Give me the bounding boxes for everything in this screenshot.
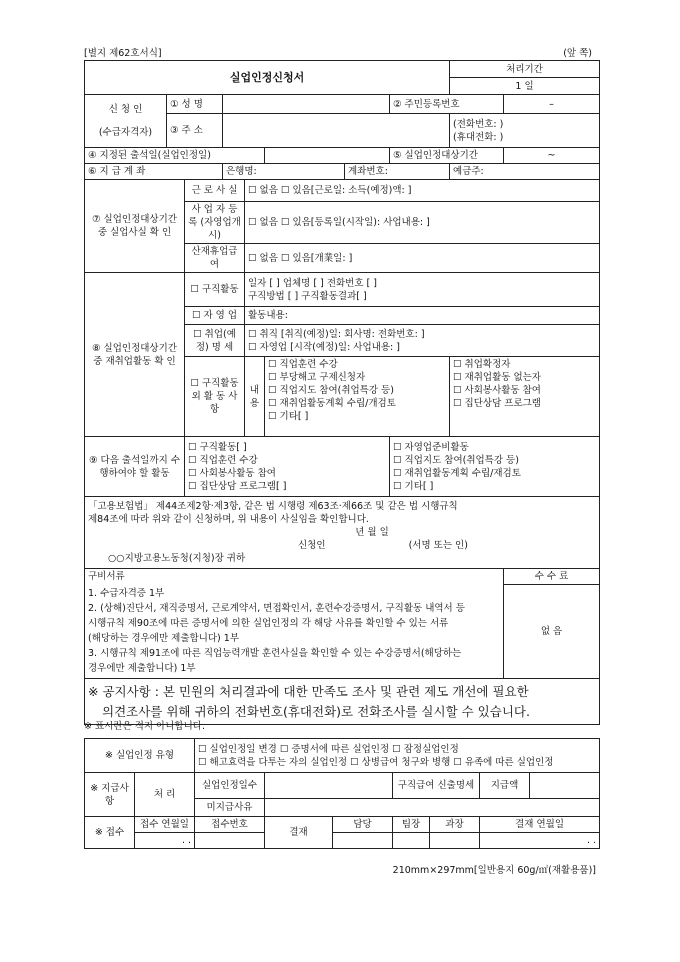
list-item: ☐ 집단상담 프로그램[ ]: [188, 480, 287, 492]
nopay-label: 미지급사유: [195, 799, 265, 817]
list-item: 1. 수급자격증 1부: [88, 587, 165, 599]
days-field[interactable]: [265, 773, 393, 799]
declaration-date: 년 월 일: [355, 527, 389, 538]
content-label: 내용: [245, 357, 265, 437]
office-use-table: [84, 738, 600, 849]
bank-name[interactable]: 은행명:: [223, 164, 345, 180]
section9-right[interactable]: [390, 437, 600, 497]
list-item: ☐ 취업확정자: [453, 359, 511, 370]
business-reg-label: 사 업 자 등 록 (자영업개시): [185, 202, 245, 244]
list-item: ☐ 사회봉사활동 참여: [453, 385, 541, 396]
job-search-field[interactable]: 일자 [ ] 업체명 [ ] 전화번호 [ ] 구직방법 [ ] 구직활동결과[ ]: [245, 273, 600, 307]
employment-field[interactable]: ☐ 취직 [취직(예정)일: 회사명: 전화번호: ] ☐ 자영업 [시작(예정)일: 사업내용: ]: [245, 325, 600, 357]
business-reg-field[interactable]: ☐ 없음 ☐ 있음[등록일(시작일): 사업내용: ]: [245, 202, 600, 244]
list-item: ☐ 직업지도 참여(취업특강 등): [268, 385, 394, 396]
work-fact-label: 근 로 사 실: [185, 180, 245, 202]
charge-label: 담당: [333, 817, 393, 833]
declaration-applicant: 신청인: [298, 540, 326, 551]
fee-value: 없 음: [504, 585, 600, 679]
declaration-addressee: ○○지방고용노동청(지청)장 귀하: [108, 553, 246, 564]
declaration-line2: 제84조에 따라 위와 같이 신청하며, 위 내용이 사실임을 확인합니다.: [88, 514, 369, 525]
list-item: ☐ 재취업활동 없는자: [453, 372, 541, 383]
team-label: 팀장: [393, 817, 430, 833]
name-label: ① 성 명: [167, 95, 223, 114]
work-fact-field[interactable]: ☐ 없음 ☐ 있음[근로일: 소득(예정)액: ]: [245, 180, 600, 202]
processing-value: 1 일: [450, 78, 600, 95]
self-employment-field[interactable]: 활동내용:: [245, 307, 600, 325]
rrn-field[interactable]: –: [504, 95, 600, 114]
receipt-date-label: 접수 연월일: [135, 817, 195, 833]
list-item: ☐ 재취업활동계획 수립/재검토: [393, 467, 521, 479]
section9-label: ⑨ 다음 출석일까지 수행하여야 할 활동: [85, 437, 185, 497]
list-item: ☐ 재취업활동계획 수립/개검토: [268, 398, 396, 409]
phone-line: (전화번호: ): [453, 118, 504, 130]
account-holder[interactable]: 예금주:: [450, 164, 600, 180]
section9-left[interactable]: [185, 437, 390, 497]
team-field[interactable]: [393, 833, 430, 849]
attendance-date-label: ④ 지정된 출석일(실업인정일): [85, 148, 265, 164]
list-item: ☐ 직업훈련 수강: [188, 454, 258, 466]
nopay-field[interactable]: [265, 799, 600, 817]
other-activity-right[interactable]: [450, 357, 600, 437]
days-label: 실업인정일수: [195, 773, 265, 799]
list-item: 시행규칙 제90조에 따른 증명서에 의한 실업인정의 각 해당 사유를 확인할 수 있는 서류: [88, 617, 449, 629]
receipt-date-field[interactable]: . .: [135, 833, 195, 849]
form-title: 실업인정신청서: [85, 61, 450, 95]
processing-label: 처리기간: [450, 61, 600, 78]
application-form: [84, 60, 600, 725]
self-employment-label[interactable]: ☐ 자 영 업: [185, 307, 245, 325]
section8-label: ⑧ 실업인정대상기간 중 재취업활동 확 인: [85, 273, 185, 437]
receipt-no-label: 접수번호: [195, 817, 265, 833]
list-item: 2. (상해)진단서, 재직증명서, 근로계약서, 면접확인서, 훈련수강증명서, 구직활동 내역서 등: [88, 602, 465, 614]
pay-label: ※ 지급사항: [85, 773, 135, 817]
account-label: ⑥ 지 급 계 좌: [85, 164, 223, 180]
account-number[interactable]: 계좌번호:: [345, 164, 450, 180]
mobile-line: (휴대전화: ): [453, 131, 504, 143]
sign-date-field[interactable]: . .: [480, 833, 600, 849]
period-label: ⑤ 실업인정대상기간: [390, 148, 504, 164]
receipt-no-field[interactable]: [195, 833, 265, 849]
period-field[interactable]: ~: [504, 148, 600, 164]
list-item: ☐ 부당해고 구제신청자: [268, 372, 366, 383]
type-options[interactable]: ☐ 실업인정일 변경 ☐ 증명서에 따른 실업인정 ☐ 잠정실업인정 ☐ 해고효력을 다투는 자의 실업인정 ☐ 상병급여 청구와 병행 ☐ 유족에 따른 실업인정: [195, 739, 600, 773]
page-side: (앞 쪽): [563, 48, 592, 59]
declaration-line1: 「고용보험법」 제44조제2항·제3항, 같은 법 시행령 제63조·제66조 및 같은 법 시행규칙: [88, 501, 458, 512]
declaration: [85, 497, 600, 569]
other-activity-label[interactable]: ☐ 구직활동외 활 동 사 항: [185, 357, 245, 437]
rrn-label: ② 주민등록번호: [390, 95, 504, 114]
fee-label: 수 수 료: [504, 569, 600, 585]
applicant-label: 신 청 인 (수급자격자): [85, 95, 167, 148]
section7-label: ⑦ 실업인정대상기간 중 실업사실 확 인: [85, 180, 185, 273]
receipt-label: ※ 접수: [85, 817, 135, 849]
list-item: 3. 시행규칙 제91조에 따른 직업능력개발 훈련사실을 확인할 수 있는 수강증명서(해당하는: [88, 647, 462, 659]
section-field[interactable]: [430, 833, 480, 849]
docs-label: 구비서류: [85, 569, 504, 585]
list-item: (해당하는 경우에만 제출합니다) 1부: [88, 632, 239, 644]
pay-detail-label: 구직급여 신출명세: [393, 773, 480, 799]
section-label: 과장: [430, 817, 480, 833]
declaration-sign: (서명 또는 인): [408, 540, 468, 551]
list-item: ☐ 사회봉사활동 참여: [188, 467, 276, 479]
notice-line2: 의견조사를 위해 귀하의 전화번호(휴대전화)로 전화조사를 실시할 수 있습니다.: [102, 703, 530, 719]
process-label: 처 리: [135, 773, 195, 817]
form-number: [별지 제62호서식]: [84, 48, 162, 59]
list-item: ☐ 자영업준비활동: [393, 441, 469, 453]
amount-label: 지급액: [480, 773, 530, 799]
sign-date-label: 결재 연월일: [480, 817, 600, 833]
list-item: ☐ 직업훈련 수강: [268, 359, 338, 370]
note: ※ 표시란은 적지 아니합니다.: [84, 721, 205, 732]
attendance-date-field[interactable]: [265, 148, 390, 164]
notice-line1: ※ 공지사항 : 본 민원의 처리결과에 대한 만족도 조사 및 관련 제도 개선에 필요한: [88, 683, 529, 699]
industrial-leave-label: 산재휴업급여: [185, 244, 245, 273]
list-item: ☐ 직업지도 참여(취업특강 등): [393, 454, 519, 466]
employment-label[interactable]: ☐ 취업(예정) 명 세: [185, 325, 245, 357]
other-activity-left[interactable]: [265, 357, 450, 437]
docs-list: [85, 585, 504, 679]
list-item: ☐ 구직활동[ ]: [188, 441, 247, 453]
job-search-label[interactable]: ☐ 구직활동: [185, 273, 245, 307]
charge-field[interactable]: [333, 833, 393, 849]
list-item: ☐ 기타[ ]: [268, 411, 309, 422]
sign-label: 결재: [265, 817, 333, 849]
amount-field[interactable]: [530, 773, 600, 799]
phone-block[interactable]: [450, 114, 600, 148]
name-field[interactable]: [223, 95, 390, 114]
list-item: ☐ 집단상담 프로그램: [453, 398, 541, 409]
type-label: ※ 실업인정 유형: [85, 739, 195, 773]
paper-spec: 210mm×297mm[일반용지 60g/㎡(재활용품)]: [392, 865, 596, 876]
address-label: ③ 주 소: [167, 114, 223, 148]
address-field[interactable]: [223, 114, 450, 148]
list-item: 경우에만 제출합니다) 1부: [88, 662, 196, 674]
industrial-leave-field[interactable]: ☐ 없음 ☐ 있음[개業일: ]: [245, 244, 600, 273]
list-item: ☐ 기타[ ]: [393, 480, 434, 492]
